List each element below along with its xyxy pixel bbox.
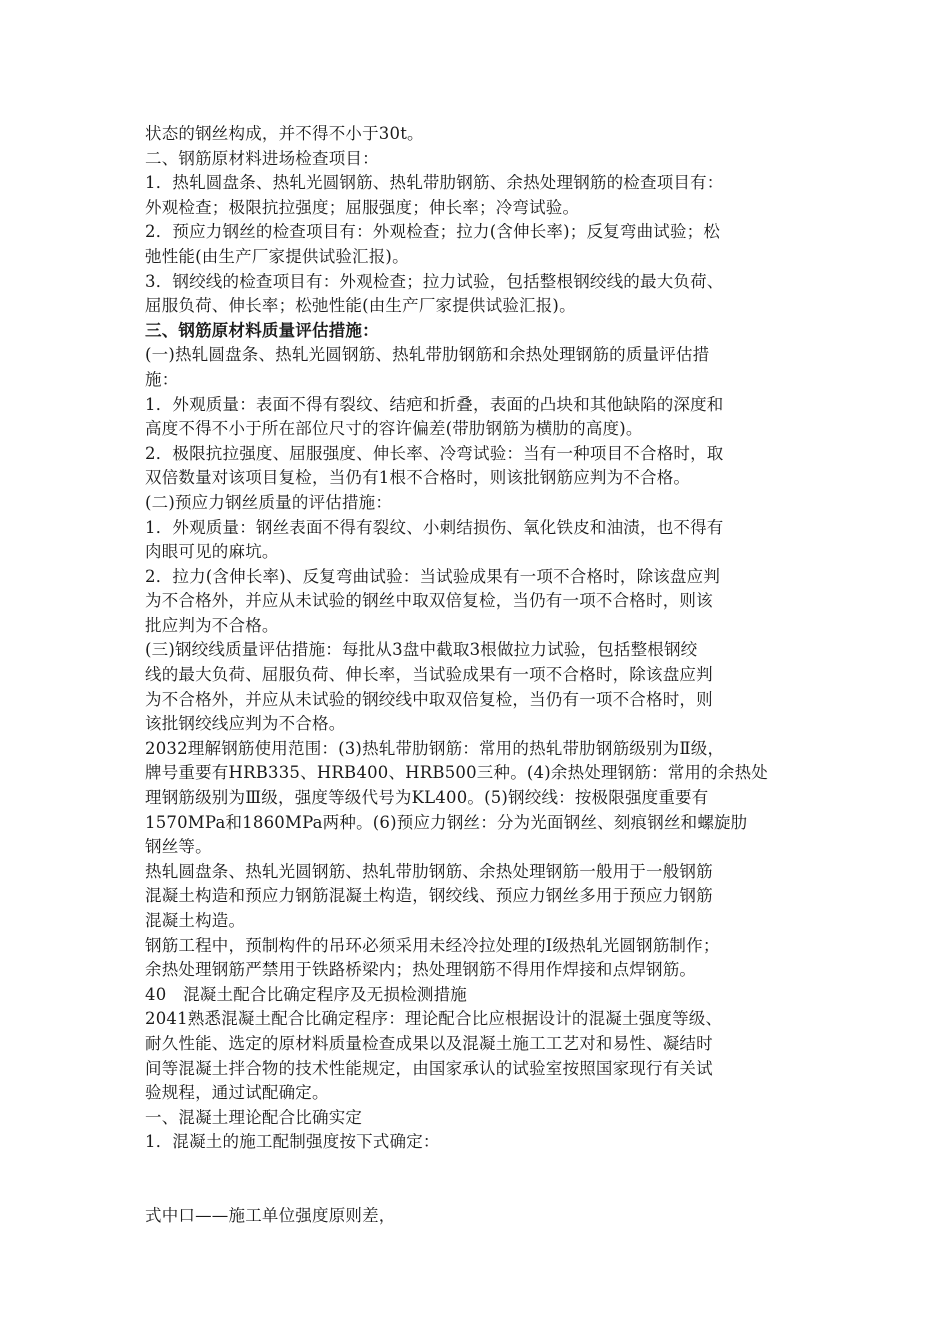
text-line: 1570MPa和1860MPa两种。(6)预应力钢丝：分为光面钢丝、刻痕钢丝和螺旋肋 [145, 812, 748, 832]
document-page [145, 122, 817, 1229]
text-line: (一)热轧圆盘条、热轧光圆钢筋、热轧带肋钢筋和余热处理钢筋的质量评估措 [145, 345, 710, 365]
text-line: 钢筋工程中，预制构件的吊环必须采用未经冷拉处理的Ⅰ级热轧光圆钢筋制作； [145, 935, 720, 955]
text-line: 热轧圆盘条、热轧光圆钢筋、热轧带肋钢筋、余热处理钢筋一般用于一般钢筋 [145, 861, 713, 881]
text-line: 外观检查；极限抗拉强度；屈服强度；伸长率；冷弯试验。 [145, 197, 580, 217]
text-line: 状态的钢丝构成，并不得不小于30t。 [145, 124, 424, 143]
text-line: 混凝土构造。 [145, 911, 246, 930]
text-line: 40 混凝土配合比确定程序及无损检测措施 [145, 984, 467, 1004]
text-line: 式中口——施工单位强度原则差， [145, 1205, 396, 1225]
text-line: (二)预应力钢丝质量的评估措施： [145, 492, 393, 512]
text-line: 批应判为不合格。 [145, 615, 279, 635]
text-line: 该批钢绞线应判为不合格。 [145, 714, 346, 734]
text-line: 理钢筋级别为Ⅲ级，强度等级代号为KL400。(5)钢绞线：按极限强度重要有 [145, 788, 709, 808]
text-line: 肉眼可见的麻坑。 [145, 542, 279, 562]
text-line: 2041熟悉混凝土配合比确定程序：理论配合比应根据设计的混凝土强度等级、 [145, 1009, 723, 1029]
text-line: 1．外观质量：表面不得有裂纹、结疤和折叠，表面的凸块和其他缺陷的深度和 [145, 394, 724, 414]
text-line: 1．热轧圆盘条、热轧光圆钢筋、热轧带肋钢筋、余热处理钢筋的检查项目有： [145, 173, 724, 193]
text-line: 余热处理钢筋严禁用于铁路桥梁内；热处理钢筋不得用作焊接和点焊钢筋。 [145, 960, 697, 980]
text-line: 双倍数量对该项目复检，当仍有1根不合格时，则该批钢筋应判为不合格。 [145, 468, 691, 488]
text-line: 2032理解钢筋使用范围：(3)热轧带肋钢筋：常用的热轧带肋钢筋级别为Ⅱ级， [145, 738, 725, 758]
text-line: 一、混凝土理论配合比确实定 [145, 1107, 363, 1127]
blank-gap [145, 1155, 817, 1204]
text-line: 验规程，通过试配确定。 [145, 1083, 329, 1103]
text-line: 屈服负荷、伸长率；松弛性能(由生产厂家提供试验汇报)。 [145, 296, 576, 316]
text-line: 高度不得不小于所在部位尺寸的容许偏差(带肋钢筋为横肋的高度)。 [145, 419, 643, 439]
text-line: 2．预应力钢丝的检查项目有：外观检查；拉力(含伸长率)；反复弯曲试验；松 [145, 222, 721, 242]
text-line: 1．混凝土的施工配制强度按下式确定： [145, 1132, 440, 1152]
text-line: 2．拉力(含伸长率)、反复弯曲试验：当试验成果有一项不合格时，除该盘应判 [145, 566, 721, 586]
text-line: 线的最大负荷、屈服负荷、伸长率，当试验成果有一项不合格时，除该盘应判 [145, 665, 713, 685]
text-line: 2．极限抗拉强度、屈服强度、伸长率、冷弯试验：当有一种项目不合格时，取 [145, 443, 724, 463]
text-line: 为不合格外，并应从未试验的钢丝中取双倍复检，当仍有一项不合格时，则该 [145, 591, 713, 611]
text-line: (三)钢绞线质量评估措施：每批从3盘中截取3根做拉力试验，包括整根钢绞 [145, 640, 698, 660]
text-line: 牌号重要有HRB335、HRB400、HRB500三种。(4)余热处理钢筋：常用的余热处 [145, 763, 768, 783]
text-line: 为不合格外，并应从未试验的钢绞线中取双倍复检，当仍有一项不合格时，则 [145, 689, 713, 709]
section-heading: 三、钢筋原材料质量评估措施： [145, 320, 379, 340]
text-line: 钢丝等。 [145, 837, 212, 857]
text-line: 二、钢筋原材料进场检查项目： [145, 148, 379, 168]
text-line: 耐久性能、选定的原材料质量检查成果以及混凝土施工工艺对和易性、凝结时 [145, 1033, 713, 1053]
text-line: 混凝土构造和预应力钢筋混凝土构造，钢绞线、预应力钢丝多用于预应力钢筋 [145, 886, 713, 906]
text-line: 3．钢绞线的检查项目有：外观检查；拉力试验，包括整根钢绞线的最大负荷、 [145, 271, 724, 291]
text-line: 间等混凝土拌合物的技术性能规定，由国家承认的试验室按照国家现行有关试 [145, 1058, 713, 1078]
text-line: 弛性能(由生产厂家提供试验汇报)。 [145, 246, 409, 266]
text-line: 施： [145, 369, 179, 389]
text-line: 1．外观质量：钢丝表面不得有裂纹、小刺结损伤、氧化铁皮和油渍，也不得有 [145, 517, 724, 537]
